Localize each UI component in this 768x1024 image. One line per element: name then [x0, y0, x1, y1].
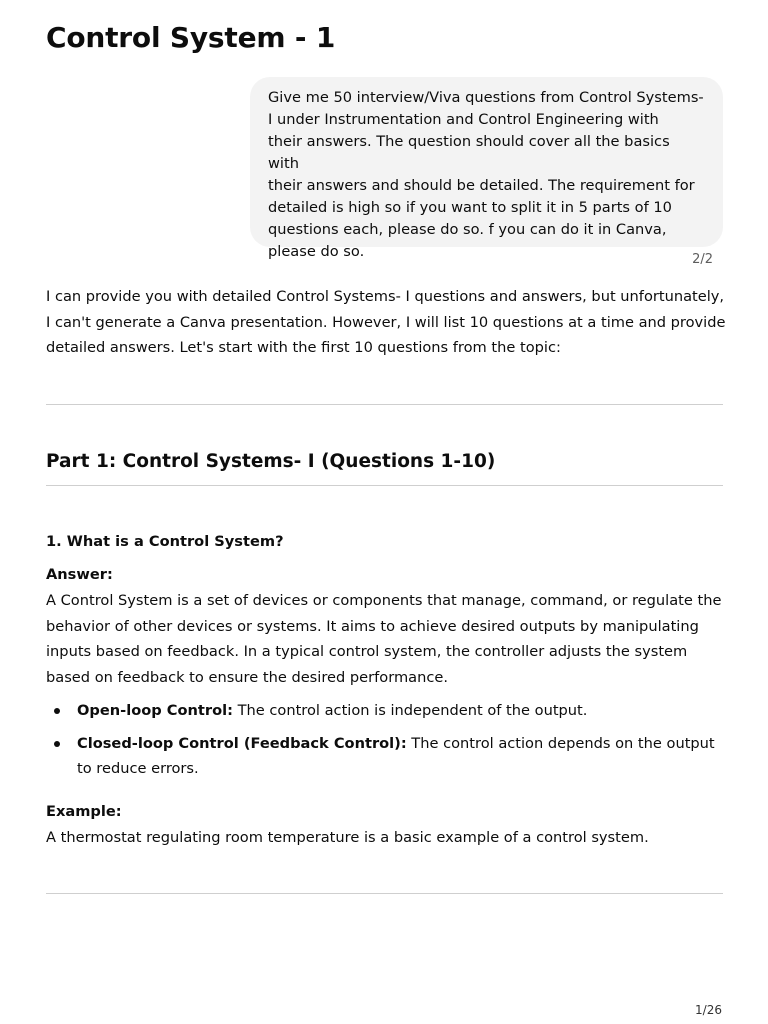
answer-label: Answer:: [46, 566, 113, 583]
question-heading: 1. What is a Control System?: [46, 533, 284, 550]
answer-bullet-list: [46, 698, 726, 789]
example-text: A thermostat regulating room temperature is a basic example of a control system.: [46, 829, 649, 846]
page-number: 1/26: [695, 1003, 722, 1017]
response-counter[interactable]: 2/2: [692, 252, 713, 267]
response-intro: I can provide you with detailed Control Systems- I questions and answers, but unfortunately, I can't generate a Canva presentation. However, I will list 10 questions at a time and provide detailed answers. Let's start with the first 10 questions from the topic:: [46, 288, 726, 356]
bullet-icon: [54, 708, 60, 714]
bullet-text: The control action is independent of the output.: [232, 702, 588, 719]
bullet-text: The control action depends on the output to reduce errors.: [77, 734, 715, 777]
list-item: [46, 698, 726, 724]
divider: [46, 485, 723, 486]
answer-text: A Control System is a set of devices or components that manage, command, or regulate the behavior of other devices or systems. It aims to achieve desired outputs by manipulating inputs based on feedback. In a typical control system, the controller adjusts the system based on feedback to ensure the desired performance.: [46, 592, 722, 686]
list-item: [46, 731, 726, 782]
bullet-term: Open-loop Control:: [77, 702, 233, 719]
example-label: Example:: [46, 803, 122, 820]
divider: [46, 404, 723, 405]
part-heading: Part 1: Control Systems- I (Questions 1-10): [46, 451, 496, 472]
bullet-term: Closed-loop Control (Feedback Control):: [77, 734, 407, 752]
user-message-bubble: Give me 50 interview/Viva questions from Control Systems- I under Instrumentation and Control Engineering with their answers. The question should cover all the basics with their answers and should be detailed. The requirement for detailed is high so if you want to split it in 5 parts of 10 questions each, please do so. f you can do it in Canva, please do so.: [250, 77, 723, 247]
page-title: Control System - 1: [46, 21, 336, 54]
bullet-icon: [54, 741, 60, 747]
divider: [46, 893, 723, 894]
